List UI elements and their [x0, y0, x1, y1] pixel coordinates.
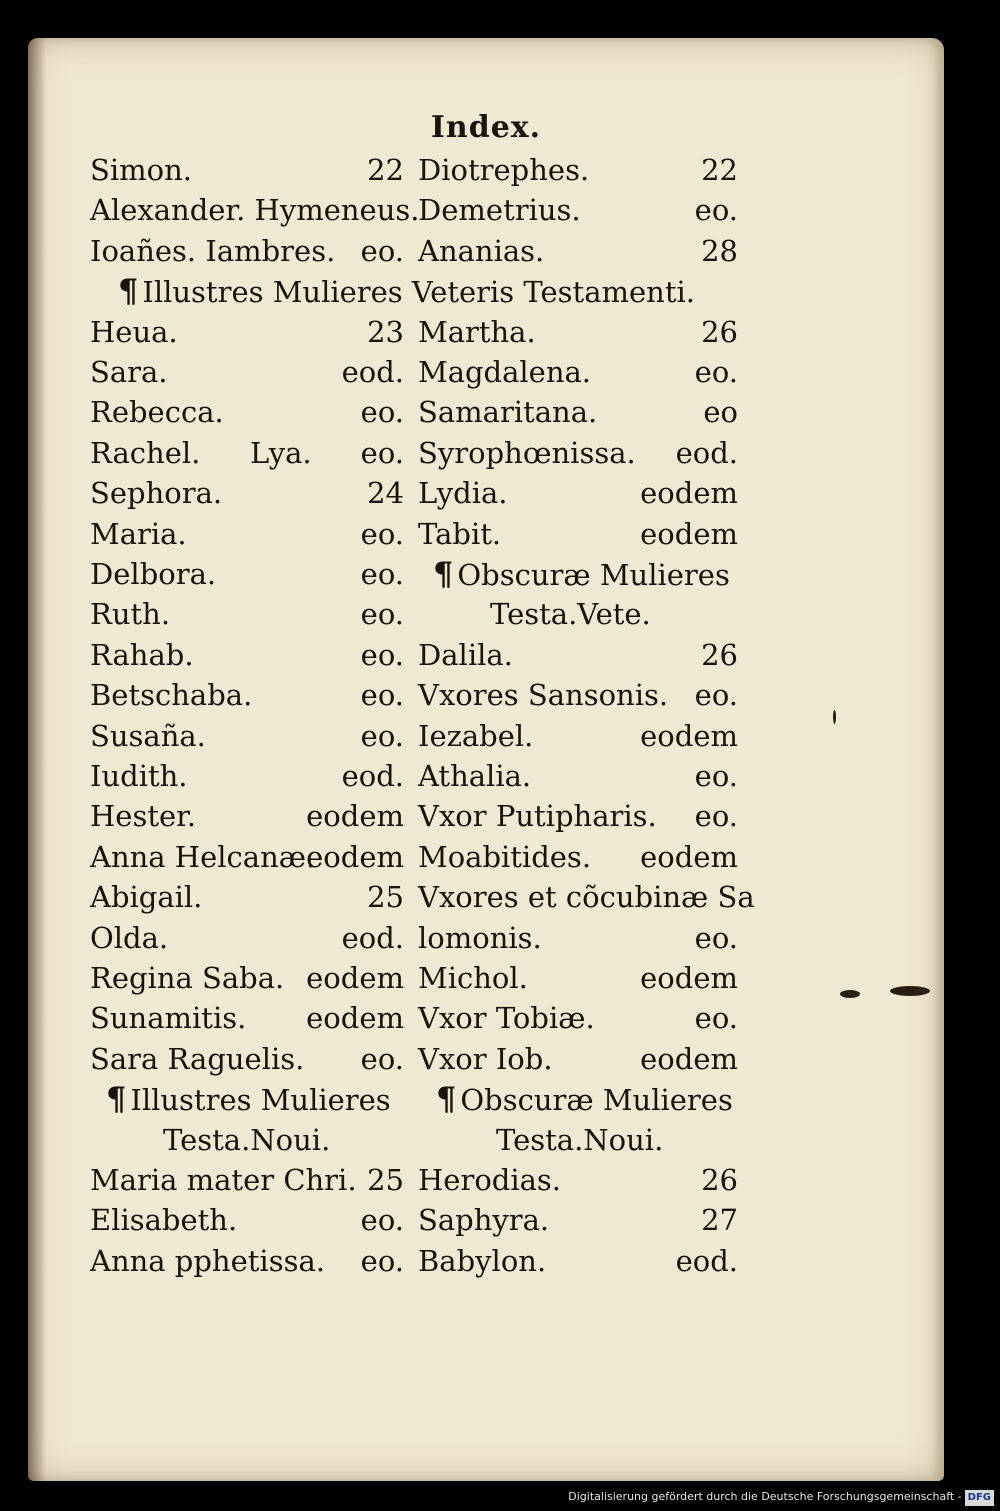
index-entry — [418, 473, 738, 513]
index-entry — [90, 352, 404, 392]
index-entry — [418, 998, 738, 1038]
index-entry — [90, 877, 404, 917]
entry-name: Saphyra. — [418, 1203, 550, 1238]
entry-page: eo. — [360, 233, 404, 268]
entry-name: Ananias. — [418, 233, 545, 268]
entry-name: Moabitides. — [418, 839, 592, 874]
index-entry — [90, 514, 404, 554]
entry-page: eodem — [640, 839, 738, 874]
entry-name: Martha. — [418, 314, 536, 349]
entry-name: Betschaba. — [90, 678, 253, 713]
ink-stain — [890, 986, 930, 996]
section-heading — [496, 1120, 663, 1160]
entry-page: 27 — [701, 1203, 738, 1238]
entry-name: Maria. — [90, 516, 187, 551]
entry-page: 28 — [701, 233, 738, 268]
entry-name: Anna Helcanæ. — [90, 839, 316, 874]
index-entry — [418, 716, 738, 756]
entry-page: eo. — [694, 193, 738, 228]
index-entry — [418, 635, 738, 675]
entry-page: eodem — [306, 839, 404, 874]
entry-page: 26 — [701, 314, 738, 349]
page-title: Index. — [430, 110, 542, 145]
index-entry — [418, 796, 738, 836]
section-heading — [436, 1079, 733, 1119]
entry-name: lomonis. — [418, 920, 542, 955]
entry-page: eo. — [360, 395, 404, 430]
entry-page: eo. — [360, 516, 404, 551]
index-entry — [418, 1160, 738, 1200]
heading-text: Testa.Noui. — [163, 1122, 331, 1157]
index-entry — [90, 473, 404, 513]
entry-page: eod. — [675, 1243, 738, 1278]
entry-page: eodem — [640, 476, 738, 511]
entry-page: eo. — [360, 718, 404, 753]
index-entry — [90, 1241, 404, 1281]
ink-stain — [840, 990, 860, 998]
entry-name: Sunamitis. — [90, 1001, 247, 1036]
ink-mark — [833, 710, 836, 724]
entry-page: 22 — [701, 153, 738, 187]
index-entry — [90, 675, 404, 715]
index-entry — [418, 675, 738, 715]
entry-page: 26 — [701, 1163, 738, 1197]
heading-text: Obscuræ Mulieres — [457, 558, 730, 592]
index-entry — [418, 231, 738, 271]
entry-name: Michol. — [418, 961, 528, 995]
dfg-logo: DFG — [965, 1490, 994, 1506]
entry-page: 23 — [367, 314, 404, 349]
section-heading — [106, 1079, 391, 1119]
entry-page: eod. — [341, 355, 404, 389]
entry-name: Syrophœnissa. — [418, 435, 636, 470]
entry-name: Iudith. — [90, 759, 188, 793]
index-entry — [90, 1039, 404, 1079]
entry-name: Samaritana. — [418, 395, 598, 430]
entry-name: Abigail. — [90, 880, 203, 915]
entry-page: eo. — [694, 920, 738, 955]
book-page — [28, 38, 944, 1481]
index-entry — [418, 1241, 738, 1281]
index-entry — [418, 352, 738, 392]
index-entry — [90, 756, 404, 796]
entry-name: Anna pphetissa. — [90, 1243, 325, 1278]
entry-name: Susaña. — [90, 718, 206, 753]
index-entry — [418, 918, 738, 958]
index-entry — [90, 796, 404, 836]
entry-page: eodem — [640, 718, 738, 753]
index-entry — [90, 716, 404, 756]
section-heading — [118, 271, 695, 311]
index-entry — [90, 392, 404, 432]
entry-name: Regina Saba. — [90, 961, 285, 995]
index-entry — [418, 756, 738, 796]
index-entry — [90, 958, 404, 998]
entry-name: Herodias. — [418, 1163, 562, 1197]
index-entry — [90, 554, 404, 594]
entry-page: eo. — [360, 637, 404, 672]
entry-page: eod. — [341, 920, 404, 955]
entry-name: Iezabel. — [418, 718, 534, 753]
entry-name: Vxores Sansonis. — [418, 678, 669, 713]
entry-name: Diotrephes. — [418, 153, 590, 187]
index-entry — [90, 231, 404, 271]
entry-name: Vxor Tobiæ. — [418, 1001, 595, 1036]
entry-page: eodem — [306, 799, 404, 834]
heading-text: Obscuræ Mulieres — [460, 1083, 733, 1118]
entry-page: eo. — [694, 355, 738, 389]
entry-name: Elisabeth. — [90, 1203, 238, 1238]
entry-page: eo. — [360, 435, 404, 470]
entry-name: Tabit. — [418, 516, 502, 551]
entry-name: Lydia. — [418, 476, 508, 511]
entry-name: Sara Raguelis. — [90, 1041, 305, 1076]
section-heading — [163, 1120, 330, 1160]
pilcrow-mark: ¶ — [436, 1080, 457, 1119]
entry-page: 26 — [701, 637, 738, 672]
entry-page: eo. — [694, 678, 738, 713]
entry-page: 25 — [367, 880, 404, 915]
section-heading — [490, 594, 651, 634]
entry-name: Vxor Putipharis. — [418, 799, 657, 834]
entry-page: 25 — [367, 1163, 404, 1197]
entry-page: eodem — [640, 516, 738, 551]
entry-page: eo. — [360, 1041, 404, 1076]
index-entry — [90, 998, 404, 1038]
heading-text: Illustres Mulieres Veteris Testamenti. — [142, 275, 695, 310]
entry-name: Lya. — [250, 435, 312, 470]
entry-name: Rachel. — [90, 435, 201, 470]
entry-name: Delbora. — [90, 557, 217, 591]
entry-page: eo. — [360, 1243, 404, 1278]
index-entry — [418, 1039, 738, 1079]
entry-page: eod. — [341, 759, 404, 793]
entry-name: Rahab. — [90, 637, 194, 672]
heading-text: Testa.Noui. — [496, 1122, 664, 1157]
entry-page: eo. — [694, 759, 738, 793]
index-entry — [418, 1200, 738, 1240]
entry-page: 22 — [367, 153, 404, 187]
entry-name: Vxor Iob. — [418, 1041, 553, 1076]
entry-page: eo — [703, 395, 738, 430]
entry-page: eodem — [306, 961, 404, 995]
entry-page: eo. — [360, 597, 404, 632]
pilcrow-mark: ¶ — [106, 1080, 127, 1119]
entry-page: eodem — [640, 1041, 738, 1076]
entry-name: Sara. — [90, 355, 168, 389]
heading-text: Testa.Vete. — [490, 597, 651, 632]
entry-page: eodem — [306, 1001, 404, 1036]
index-entry — [418, 190, 738, 230]
entry-name: Babylon. — [418, 1243, 547, 1278]
entry-name: Olda. — [90, 920, 169, 955]
pilcrow-mark: ¶ — [433, 555, 454, 593]
index-entry — [90, 1200, 404, 1240]
index-entry — [418, 150, 738, 190]
index-entry — [418, 877, 755, 917]
entry-page: eo. — [360, 678, 404, 713]
pilcrow-mark: ¶ — [118, 272, 139, 311]
entry-name: Vxores et cõcubinæ Sa — [418, 880, 755, 915]
entry-page: eod. — [675, 435, 738, 470]
digitization-footer — [568, 1489, 994, 1505]
entry-name: Simon. — [90, 153, 192, 187]
entry-page: eo. — [360, 1203, 404, 1238]
entry-page: eo. — [694, 1001, 738, 1036]
index-entry — [90, 837, 404, 877]
entry-name: Rebecca. — [90, 395, 224, 430]
index-entry — [418, 433, 738, 473]
entry-page: 24 — [367, 476, 404, 511]
footer-text: Digitalisierung gefördert durch die Deutsche Forschungsgemeinschaft - — [568, 1490, 962, 1503]
entry-name: Sephora. — [90, 476, 223, 511]
index-entry — [90, 594, 404, 634]
entry-name: Heua. — [90, 314, 178, 349]
entry-name: Athalia. — [418, 759, 532, 793]
entry-page: eo. — [360, 557, 404, 591]
entry-name: Maria mater Chri. — [90, 1163, 357, 1197]
section-heading — [433, 554, 730, 594]
index-entry — [90, 635, 404, 675]
entry-name: Demetrius. — [418, 193, 581, 228]
index-entry — [90, 190, 420, 230]
index-entry — [90, 433, 404, 473]
index-entry — [90, 1160, 404, 1200]
index-entry — [418, 837, 738, 877]
entry-name: Hester. — [90, 799, 197, 834]
entry-name: Ioañes. Iambres. — [90, 233, 336, 268]
heading-text: Illustres Mulieres — [130, 1083, 391, 1118]
index-entry — [418, 958, 738, 998]
entry-name: Alexander. Hymeneus. — [90, 193, 420, 228]
index-entry — [90, 312, 404, 352]
index-entry — [90, 150, 404, 190]
entry-page: eodem — [640, 961, 738, 995]
index-entry — [418, 392, 738, 432]
entry-name: Magdalena. — [418, 355, 592, 389]
index-entry — [90, 918, 404, 958]
index-entry — [418, 312, 738, 352]
entry-page: eo. — [694, 799, 738, 834]
entry-name: Dalila. — [418, 637, 513, 672]
index-entry — [418, 514, 738, 554]
entry-name: Ruth. — [90, 597, 171, 632]
